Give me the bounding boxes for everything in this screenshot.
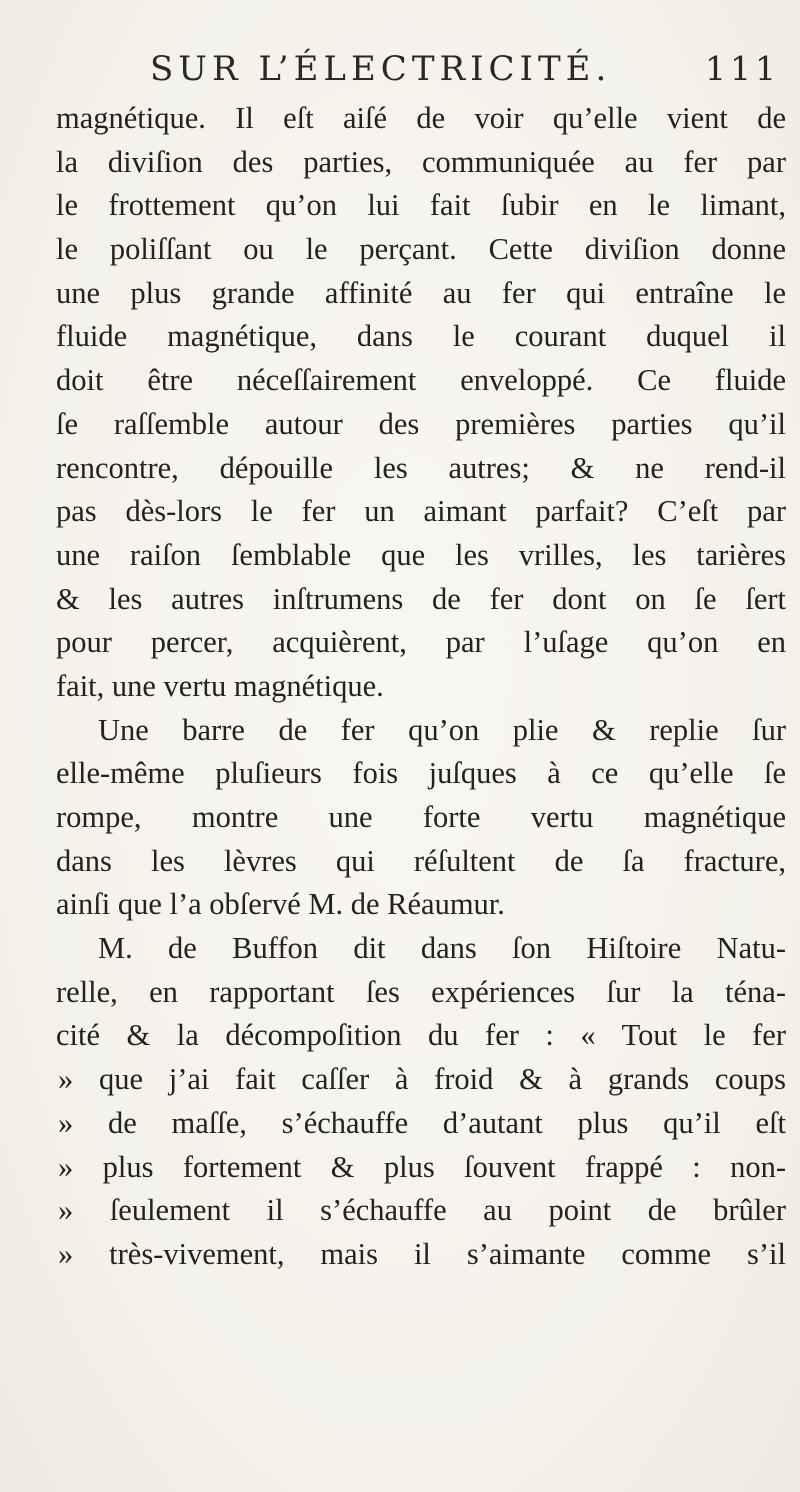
text-line: le poliſſant ou le perçant. Cette diviſion donne — [56, 232, 786, 267]
text-line: rencontre, dépouille les autres; & ne rend-il — [56, 450, 786, 485]
text-line: & les autres inſtrumens de fer dont on ſe ſert — [56, 581, 786, 616]
quote-line: » que j’ai fait caſſer à froid & à grands coups — [58, 1062, 786, 1097]
text-line: le frottement qu’on lui fait ſubir en le limant, — [56, 188, 786, 223]
quote-line: » très-vivement, mais il s’aimante comme s’il — [58, 1236, 786, 1271]
page-header — [150, 44, 780, 94]
text-line: pas dès-lors le fer un aimant parfait? C’eſt par — [56, 494, 786, 529]
text-line: une raiſon ſemblable que les vrilles, les tarières — [56, 537, 786, 572]
text-line: Une barre de fer qu’on plie & replie ſur — [98, 712, 786, 747]
text-line: dans les lèvres qui réſultent de ſa fracture, — [56, 843, 786, 878]
text-line: doit être néceſſairement enveloppé. Ce fluide — [56, 363, 786, 398]
text-line: fait, une vertu magnétique. — [56, 668, 384, 703]
text-line: pour percer, acquièrent, par l’uſage qu’on en — [56, 625, 786, 660]
text-line: relle, en rapportant ſes expériences ſur la téna- — [56, 974, 786, 1009]
text-line: rompe, montre une forte vertu magnétique — [56, 800, 786, 834]
text-line: magnétique. Il eſt aiſé de voir qu’elle vient de — [56, 101, 786, 135]
quote-line: » plus fortement & plus ſouvent frappé : non- — [58, 1149, 786, 1184]
running-title: SUR L’ÉLECTRICITÉ. — [150, 49, 612, 89]
body-text — [56, 97, 786, 1277]
quote-line: » ſeulement il s’échauffe au point de brûler — [58, 1193, 786, 1228]
text-line: fluide magnétique, dans le courant duquel il — [56, 319, 786, 354]
text-line: ſe raſſemble autour des premières parties qu’il — [56, 406, 786, 441]
page-number: 111 — [705, 49, 780, 88]
text-line: la diviſion des parties, communiquée au fer par — [56, 144, 786, 179]
text-line: elle-même pluſieurs fois juſques à ce qu’elle ſe — [56, 756, 786, 791]
text-line: M. de Buffon dit dans ſon Hiſtoire Natu- — [98, 931, 786, 966]
text-line: cité & la décompoſition du fer : « Tout le fer — [56, 1018, 786, 1053]
quote-line: » de maſſe, s’échauffe d’autant plus qu’il eſt — [58, 1105, 786, 1140]
text-line: ainſi que l’a obſervé M. de Réaumur. — [56, 887, 505, 922]
text-line: une plus grande affinité au fer qui entraîne le — [56, 275, 786, 310]
